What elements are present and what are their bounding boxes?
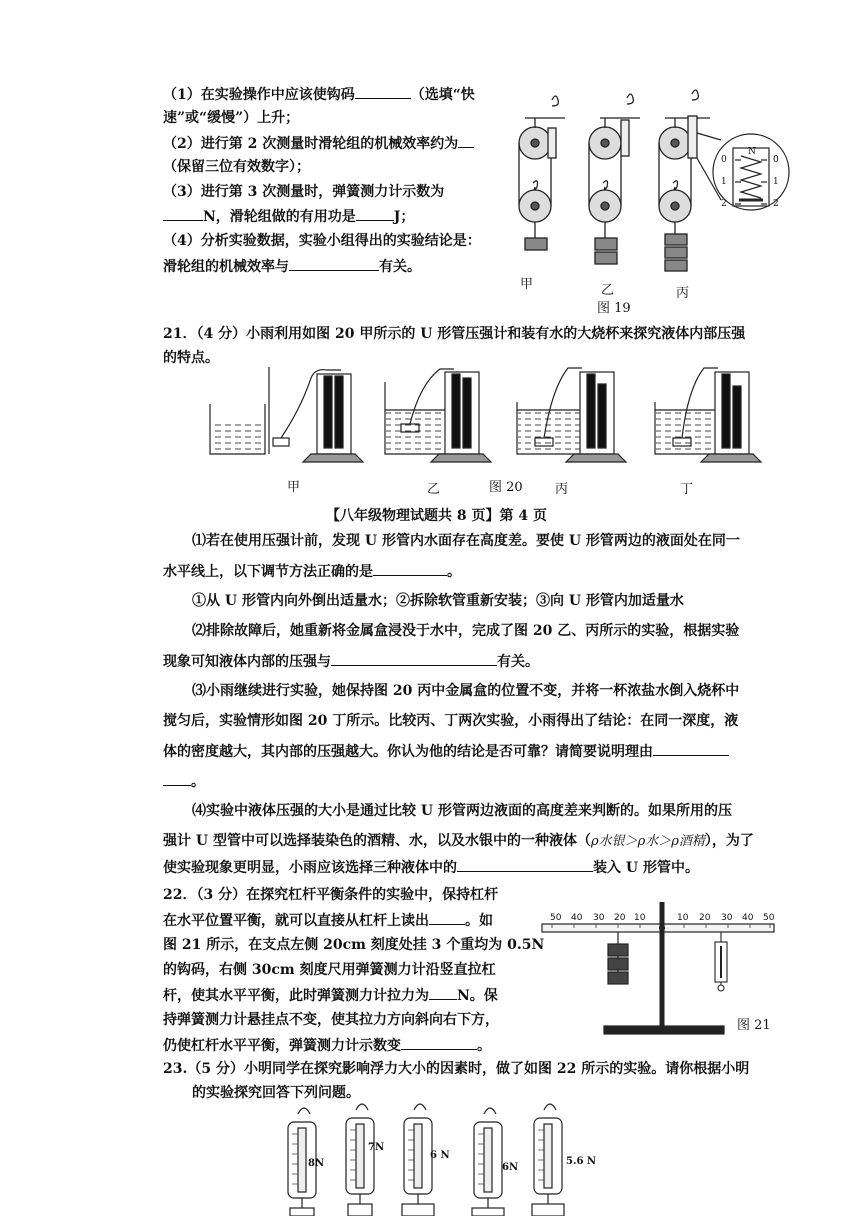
answer-blank[interactable] (401, 1035, 477, 1050)
ruler-right-50: 50 (763, 913, 775, 923)
q21-p2-line2 (163, 651, 539, 672)
text: 装入 U 形管中。 (593, 860, 699, 876)
q21-p3-line3 (163, 741, 729, 762)
pulley-set-b (589, 118, 629, 264)
q20-line4: （保留三位有效数字）； (163, 159, 310, 175)
fig20-label-bing: 丙 (555, 482, 569, 497)
text: 有关。 (497, 654, 539, 670)
q22-line5 (163, 985, 498, 1006)
text: J； (393, 209, 415, 225)
answer-blank[interactable] (373, 561, 447, 576)
ruler-left-30: 30 (593, 913, 605, 923)
density-inequality: ρ水银＞ρ水＞ρ酒精 (590, 834, 705, 849)
q20-line8 (163, 256, 421, 277)
q20-line2: 速”或“缓慢”）上升； (163, 110, 300, 126)
q21-p4-line1: ⑷实验中液体压强的大小是通过比较 U 形管两边液面的高度差来判断的。如果所用的压 (192, 803, 732, 819)
ruler-right-30: 30 (721, 913, 733, 923)
text: 。 (477, 1038, 491, 1054)
answer-blank[interactable] (163, 771, 191, 786)
fig19-label-jia: 甲 (520, 277, 534, 292)
q20-line5: （3）进行第 3 次测量时，弹簧测力计示数为 (163, 184, 445, 200)
text: 杆，使其水平平衡，此时弹簧测力计拉力为 (163, 988, 429, 1004)
figure-20-manometers (205, 362, 780, 472)
fig20-label-jia: 甲 (287, 480, 301, 495)
q22-line7 (163, 1035, 491, 1056)
text: 体的密度越大，其内部的压强越大。你认为他的结论是否可靠？请简要说明理由 (163, 744, 653, 760)
scale-mark-right-0: 0 (773, 155, 779, 165)
spring-scale (715, 932, 727, 991)
text: 使实验现象更明显，小雨应该选择三种液体中的 (163, 860, 457, 876)
pulley-set-c (659, 116, 697, 271)
q21-p3-line1: ⑶小雨继续进行实验，她保持图 20 丙中金属盒的位置不变，并将一杯浓盐水倒入烧杯中 (192, 683, 740, 699)
answer-blank[interactable] (458, 133, 474, 148)
text: 。如 (465, 913, 493, 929)
answer-blank[interactable] (289, 256, 379, 271)
q21-p4-line3 (163, 857, 699, 878)
q22-line4: 的钩码，右侧 30cm 刻度尺用弹簧测力计沿竖直拉杠 (163, 962, 496, 978)
text: 。 (447, 564, 461, 580)
ruler-right-40: 40 (742, 913, 754, 923)
text: （2）进行第 2 次测量时滑轮组的机械效率约为 (163, 136, 459, 152)
ruler-left-40: 40 (571, 913, 583, 923)
scale-mark-right-1: 1 (773, 177, 779, 187)
scale-mark-left-2: 2 (721, 199, 727, 209)
reading-2: 7N (368, 1142, 385, 1153)
q21-p3-line4 (163, 771, 205, 792)
q21-p3-line2: 搅匀后，实验情形如图 20 丁所示。比较丙、丁两次实验，小雨得出了结论：在同一深度，液 (163, 713, 739, 729)
reading-5: 5.6 N (566, 1156, 597, 1167)
ruler-right-10: 10 (677, 913, 689, 923)
pulley-set-a (519, 118, 556, 250)
text: 水平线上，以下调节方法正确的是 (163, 564, 373, 580)
scale-mark-left-0: 0 (721, 155, 727, 165)
answer-blank[interactable] (429, 985, 457, 1000)
text: N。保 (457, 988, 498, 1004)
figure-19-pulleys (505, 88, 805, 316)
page-footer: 【八年级物理试题共 8 页】第 4 页 (326, 508, 547, 524)
answer-blank[interactable] (355, 84, 411, 99)
setup-d (655, 368, 761, 462)
q21-p1-options: ①从 U 形管内向外倒出适量水；②拆除软管重新安装；③向 U 形管内加适量水 (192, 593, 684, 609)
text: 现象可知液体内部的压强与 (163, 654, 331, 670)
scale-mark-left-1: 1 (721, 177, 727, 187)
q21-p2-line1: ⑵排除故障后，她重新将金属盒浸没于水中，完成了图 20 乙、丙所示的实验，根据实验 (192, 623, 740, 639)
text: 滑轮组的机械效率与 (163, 259, 289, 275)
q20-line1 (163, 84, 475, 105)
q20-line6 (163, 206, 414, 227)
ruler-left-50: 50 (550, 913, 562, 923)
ruler-left-20: 20 (614, 913, 626, 923)
reading-3: 6 N (430, 1150, 450, 1161)
setup-a (210, 367, 363, 462)
q20-line3 (163, 133, 474, 154)
fig20-caption: 图 20 (489, 480, 523, 495)
text: 仍使杠杆水平平衡，弹簧测力计示数变 (163, 1038, 401, 1054)
text: ），为了 (704, 833, 754, 849)
answer-blank[interactable] (331, 651, 497, 666)
answer-blank[interactable] (356, 206, 394, 221)
fig20-label-ding: 丁 (680, 482, 694, 497)
answer-blank[interactable] (653, 741, 729, 756)
scale-mark-right-2: 2 (773, 199, 779, 209)
q23-line1: 23.（5 分）小明同学在探究影响浮力大小的因素时，做了如图 22 所示的实验。请你根据小明 (163, 1061, 750, 1077)
q21-intro-line2: 的特点。 (163, 350, 219, 366)
text: 在水平位置平衡，就可以直接从杠杆上读出 (163, 913, 429, 929)
q21-p4-line2 (163, 831, 754, 852)
fig19-label-bing: 丙 (676, 286, 690, 301)
q21-p1-line1: ⑴若在使用压强计前，发现 U 形管内水面存在高度差。要使 U 形管两边的液面处在同一 (192, 533, 740, 549)
text: 强计 U 型管中可以选择装染色的酒精、水，以及水银中的一种液体（ (163, 833, 591, 849)
text: 有关。 (379, 259, 421, 275)
q21-p1-line2 (163, 561, 461, 582)
fig19-label-yi: 乙 (601, 283, 615, 298)
answer-blank[interactable] (457, 857, 593, 872)
setup-b (385, 369, 491, 462)
scale-unit: N (748, 147, 756, 157)
ruler-left-10: 10 (634, 913, 646, 923)
text: （选填“快 (410, 87, 475, 103)
q22-line6: 持弹簧测力计悬挂点不变，使其拉力方向斜向右下方， (163, 1012, 499, 1028)
hook-weights (608, 932, 628, 984)
q22-line2 (163, 910, 493, 931)
q21-intro-line1: 21．（4 分）小雨利用如图 20 甲所示的 U 形管压强计和装有水的大烧杯来探究液体内部压强 (163, 326, 746, 342)
answer-blank[interactable] (163, 206, 203, 221)
q20-line7: （4）分析实验数据，实验小组得出的实验结论是： (163, 233, 481, 249)
text: N，滑轮组做的有用功是 (203, 209, 356, 225)
fig20-label-yi: 乙 (427, 482, 441, 497)
q23-line2: 的实验探究回答下列问题。 (192, 1085, 360, 1101)
figure-22-spring-scales (270, 1100, 610, 1216)
text: （1）在实验操作中应该使钩码 (163, 87, 355, 103)
text: 。 (191, 774, 205, 790)
answer-blank[interactable] (429, 910, 465, 925)
q22-line1: 22．（3 分）在探究杠杆平衡条件的实验中，保持杠杆 (163, 887, 499, 903)
ruler-right-20: 20 (699, 913, 711, 923)
setup-c (517, 368, 626, 462)
reading-1: 8N (308, 1158, 325, 1169)
q22-line3: 图 21 所示，在支点左侧 20cm 刻度处挂 3 个重均为 0.5N (163, 937, 545, 953)
fig21-caption: 图 21 (737, 1018, 771, 1033)
reading-4: 6N (502, 1162, 519, 1173)
fig19-caption: 图 19 (597, 301, 631, 316)
